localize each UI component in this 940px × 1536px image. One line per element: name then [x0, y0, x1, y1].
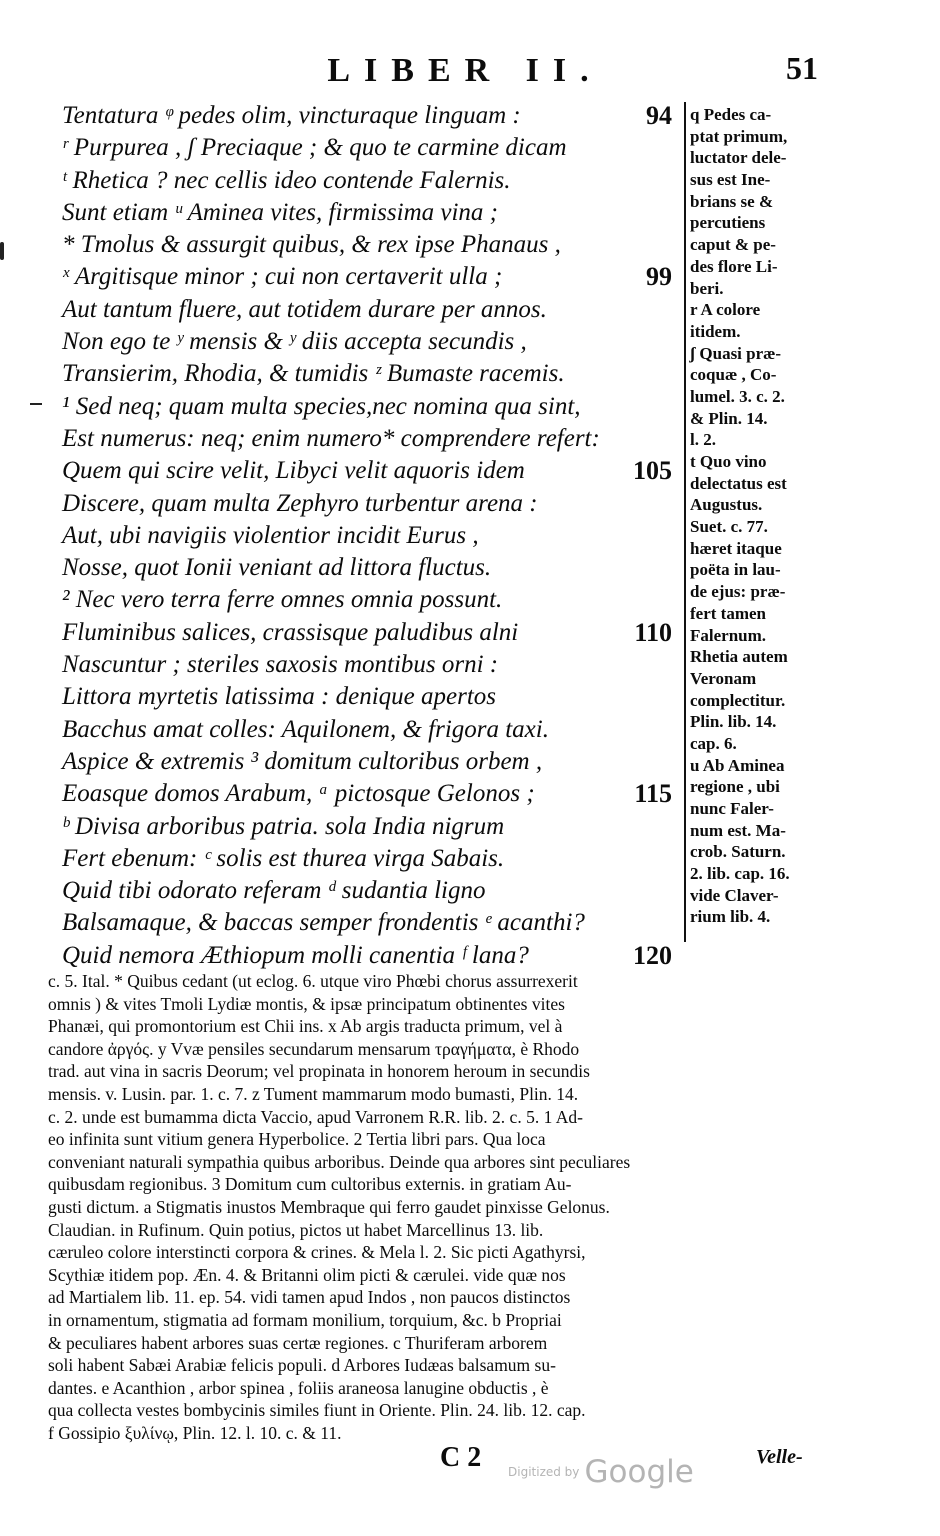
- margin-note-line: Suet. c. 77.: [690, 517, 768, 537]
- margin-note-line: Plin. lib. 14.: [690, 712, 777, 732]
- margin-note-line: poëta in lau-: [690, 560, 781, 580]
- verse-line: [62, 100, 678, 132]
- margin-note-line: coquæ , Co-: [690, 365, 777, 385]
- margin-note-line: 2. lib. cap. 16.: [690, 864, 790, 884]
- margin-note-line: Veronam: [690, 668, 757, 688]
- verse-text: Balsamaque, & baccas semper frondentis ᵉ acanthi?: [62, 909, 585, 937]
- verse-line: [62, 811, 678, 843]
- verse-text: Bacchus amat colles: Aquilonem, & frigora taxi.: [62, 715, 549, 743]
- footnote-line: c. 2. unde est bumamma dicta Vaccio, apud Varronem R.R. lib. 2. c. 5. 1 Ad-: [48, 1106, 583, 1127]
- digitizer-watermark: [508, 1454, 694, 1490]
- verse-line: [62, 714, 678, 746]
- verse-text: Nosse, quot Ionii veniant ad littora fluctus.: [62, 554, 492, 582]
- line-number: 110: [634, 617, 672, 647]
- margin-note-line: regione , ubi: [690, 777, 780, 797]
- margin-note-line: caput & pe-: [690, 235, 776, 255]
- verse-line: [62, 165, 678, 197]
- line-number: 99: [646, 262, 672, 292]
- margin-note-line: lumel. 3. c. 2.: [690, 386, 785, 406]
- margin-note-line: vide Claver-: [690, 885, 779, 905]
- line-number: 115: [634, 779, 672, 809]
- margin-note-line: Augustus.: [690, 495, 763, 515]
- footnote-line: & peculiares habent arbores suas certæ regiones. c Thuriferam arborem: [48, 1332, 548, 1353]
- footnote-line: quibusdam regionibus. 3 Domitum cum cultoribus externis. in gratiam Au-: [48, 1174, 572, 1195]
- footnote-line: conveniant naturali sympathia quibus arboribus. Deinde qua arbores sint peculiares: [48, 1151, 631, 1172]
- margin-note-line: ptat primum,: [690, 126, 788, 146]
- margin-note-line: rium lib. 4.: [690, 907, 771, 927]
- footnote-line: qua collecta vestes bombycinis similes fiunt in Oriente. Plin. 24. lib. 12. cap.: [48, 1400, 586, 1421]
- verse-text: Discere, quam multa Zephyro turbentur arena :: [62, 489, 538, 517]
- footnote-line: gusti dictum. a Stigmatis inustos Membraque qui ferro gaudet pinxisse Gelonus.: [48, 1196, 610, 1217]
- verse-line: [62, 940, 678, 972]
- verse-text: Fluminibus salices, crassisque paludibus alni: [62, 618, 519, 646]
- verse-line: [62, 294, 678, 326]
- line-number: 94: [646, 101, 672, 130]
- column-divider: [684, 102, 686, 942]
- verse-text: Quem qui scire velit, Libyci velit aquoris idem: [62, 457, 525, 485]
- line-number: 120: [633, 940, 672, 970]
- verse-line: [62, 649, 678, 681]
- verse-line: [62, 326, 678, 358]
- verse-line: [62, 391, 678, 423]
- verse-line: [62, 843, 678, 875]
- margin-note-line: des flore Li-: [690, 256, 778, 276]
- verse-text: ¹ Sed neq; quam multa species,nec nomina qua sint,: [62, 392, 581, 420]
- watermark-prefix: Digitized by: [508, 1465, 580, 1479]
- verse-text: ² Nec vero terra ferre omnes omnia possunt.: [62, 586, 503, 614]
- margin-note-line: complectitur.: [690, 690, 786, 710]
- footnote-line: omnis ) & vites Tmoli Lydiæ montis, & ipsæ principatum obtinentes vites: [48, 993, 565, 1014]
- verse-line: [62, 552, 678, 584]
- verse-line: [62, 520, 678, 552]
- catchword: Velle-: [756, 1446, 803, 1468]
- margin-note-line: Falernum.: [690, 625, 767, 645]
- margin-note-line: delectatus est: [690, 473, 787, 493]
- verse-text: ᵇ Divisa arboribus patria. sola India nigrum: [62, 812, 505, 840]
- edge-mark: [0, 242, 4, 260]
- footnote-line: mensis. v. Lusin. par. 1. c. 7. z Tument mammarum modo bumasti, Plin. 14.: [48, 1083, 579, 1104]
- verse-text: Aut tantum fluere, aut totidem durare per annos.: [62, 295, 547, 323]
- verse-line: [62, 488, 678, 520]
- page-number: 51: [786, 50, 818, 86]
- verse-line: [62, 197, 678, 229]
- footnote-line: Claudian. in Rufinum. Quin potius, pictos ut habet Marcellinus 13. lib.: [48, 1219, 544, 1240]
- verse-line: [62, 778, 678, 810]
- footnote-line: ad Martialem lib. 11. ep. 54. vidi tamen apud Indos , non paucos distinctos: [48, 1287, 571, 1308]
- verse-text: Transierim, Rhodia, & tumidis ᶻ Bumaste racemis.: [62, 360, 565, 388]
- margin-note-line: fert tamen: [690, 603, 766, 623]
- margin-note-line: q Pedes ca-: [690, 105, 772, 124]
- verse-text: Aut, ubi navigiis violentior incidit Eurus ,: [62, 521, 479, 549]
- margin-note-line: t Quo vino: [690, 452, 767, 471]
- footnote-line: trad. aut vina in sacris Deorum; vel propinata in honorem heroum in secundis: [48, 1061, 590, 1082]
- margin-note-line: sus est Ine-: [690, 170, 771, 190]
- verse-text: Est numerus: neq; enim numero* comprendere refert:: [62, 424, 600, 452]
- verse-line: [62, 423, 678, 455]
- verse-line: [62, 132, 678, 164]
- verse-text: ʳ Purpurea , ʃ Preciaque ; & quo te carmine dicam: [62, 134, 567, 162]
- margin-note-line: r A colore: [690, 300, 761, 320]
- margin-note-line: Rhetia autem: [690, 647, 788, 667]
- margin-note-line: cap. 6.: [690, 733, 737, 753]
- verse-text: ᵗ Rhetica ? nec cellis ideo contende Falernis.: [62, 166, 511, 194]
- footnote-line: c. 5. Ital. * Quibus cedant (ut eclog. 6. utque viro Phœbi chorus assurrexerit: [48, 971, 578, 991]
- verse-text: Tentatura ᵠ pedes olim, vincturaque linguam :: [62, 102, 521, 129]
- margin-note-line: l. 2.: [690, 430, 716, 450]
- verse-line: [62, 455, 678, 487]
- margin-note-line: percutiens: [690, 213, 766, 233]
- verse-line: [62, 358, 678, 390]
- footnote-line: f Gossipio ξυλίνῳ, Plin. 12. l. 10. c. & 11.: [48, 1422, 342, 1443]
- verse-text: Fert ebenum: ᶜ solis est thurea virga Sabais.: [62, 844, 505, 872]
- margin-note-line: brians se &: [690, 191, 774, 211]
- verse-text: Nascuntur ; steriles saxosis montibus orni :: [62, 651, 499, 679]
- footnote-line: cæruleo colore interstincti corpora & crines. & Mela l. 2. Sic picti Agathyrsi,: [48, 1242, 586, 1263]
- margin-note-line: & Plin. 14.: [690, 408, 768, 428]
- verse-text: ˣ Argitisque minor ; cui non certaverit ulla ;: [62, 263, 503, 291]
- footnote-line: Scythiæ itidem pop. Æn. 4. & Britanni olim picti & cærulei. vide quæ nos: [48, 1264, 566, 1285]
- commentary-footnotes: [48, 970, 828, 1444]
- verse-line: [62, 875, 678, 907]
- verse-line: [62, 584, 678, 616]
- verse-text: Quid tibi odorato referam ᵈ sudantia ligno: [62, 877, 486, 905]
- margin-note-line: num est. Ma-: [690, 820, 786, 840]
- line-number: 105: [633, 456, 672, 486]
- margin-note-line: hæret itaque: [690, 538, 782, 558]
- margin-note-line: luctator dele-: [690, 148, 787, 168]
- running-title: LIBER II.: [327, 52, 603, 89]
- verse-line: [62, 907, 678, 939]
- margin-note-line: u Ab Aminea: [690, 755, 785, 775]
- margin-note-line: itidem.: [690, 321, 741, 341]
- footnote-line: Phanæi, qui promontorium est Chii ins. x Ab argis traducta primum, vel à: [48, 1016, 563, 1037]
- verse-text: Non ego te ʸ mensis & ʸ diis accepta secundis ,: [62, 328, 527, 356]
- verse-line: [62, 261, 678, 293]
- watermark-brand: Google: [584, 1454, 694, 1490]
- verse-text: * Tmolus & assurgit quibus, & rex ipse Phanaus ,: [62, 231, 561, 259]
- margin-note-line: nunc Faler-: [690, 799, 774, 818]
- signature-mark: C 2: [440, 1442, 482, 1473]
- verse-line: [62, 681, 678, 713]
- margin-note-line: de ejus: præ-: [690, 582, 786, 602]
- verse-text: Quid nemora Æthiopum molli canentia ᶠ lana?: [62, 941, 529, 969]
- margin-note-line: ʃ Quasi præ-: [690, 343, 782, 363]
- verse-text: Eoasque domos Arabum, ᵃ pictosque Gelonos ;: [62, 780, 535, 808]
- verse-text: Aspice & extremis ³ domitum cultoribus orbem ,: [62, 747, 543, 775]
- margin-note-line: crob. Saturn.: [690, 842, 786, 862]
- verse-line: [62, 746, 678, 778]
- footnote-line: soli habent Sabæi Arabiæ felicis populi. d Arbores Iudæas balsamum su-: [48, 1355, 556, 1376]
- verse-text: Sunt etiam ᵘ Aminea vites, firmissima vina ;: [62, 198, 498, 226]
- footnote-line: dantes. e Acanthion , arbor spinea , foliis araneosa lanugine obductis , è: [48, 1377, 549, 1398]
- verse-line: [62, 617, 678, 649]
- margin-note-line: beri.: [690, 278, 724, 298]
- verse-text: Littora myrtetis latissima : denique apertos: [62, 683, 497, 711]
- footnote-line: in ornamentum, stigmatia ad formam monilium, torquium, &c. b Propriai: [48, 1309, 562, 1330]
- footnote-line: eo infinita sunt vitium genera Hyperbolice. 2 Tertia libri pars. Qua loca: [48, 1129, 546, 1150]
- edge-mark: [30, 403, 42, 405]
- footnote-line: candore ἀργός. y Vvæ pensiles secundarum mensarum τραγήματα, è Rhodo: [48, 1038, 580, 1059]
- verse-line: [62, 229, 678, 261]
- marginal-notes: [690, 104, 830, 928]
- verse-column: [62, 100, 678, 972]
